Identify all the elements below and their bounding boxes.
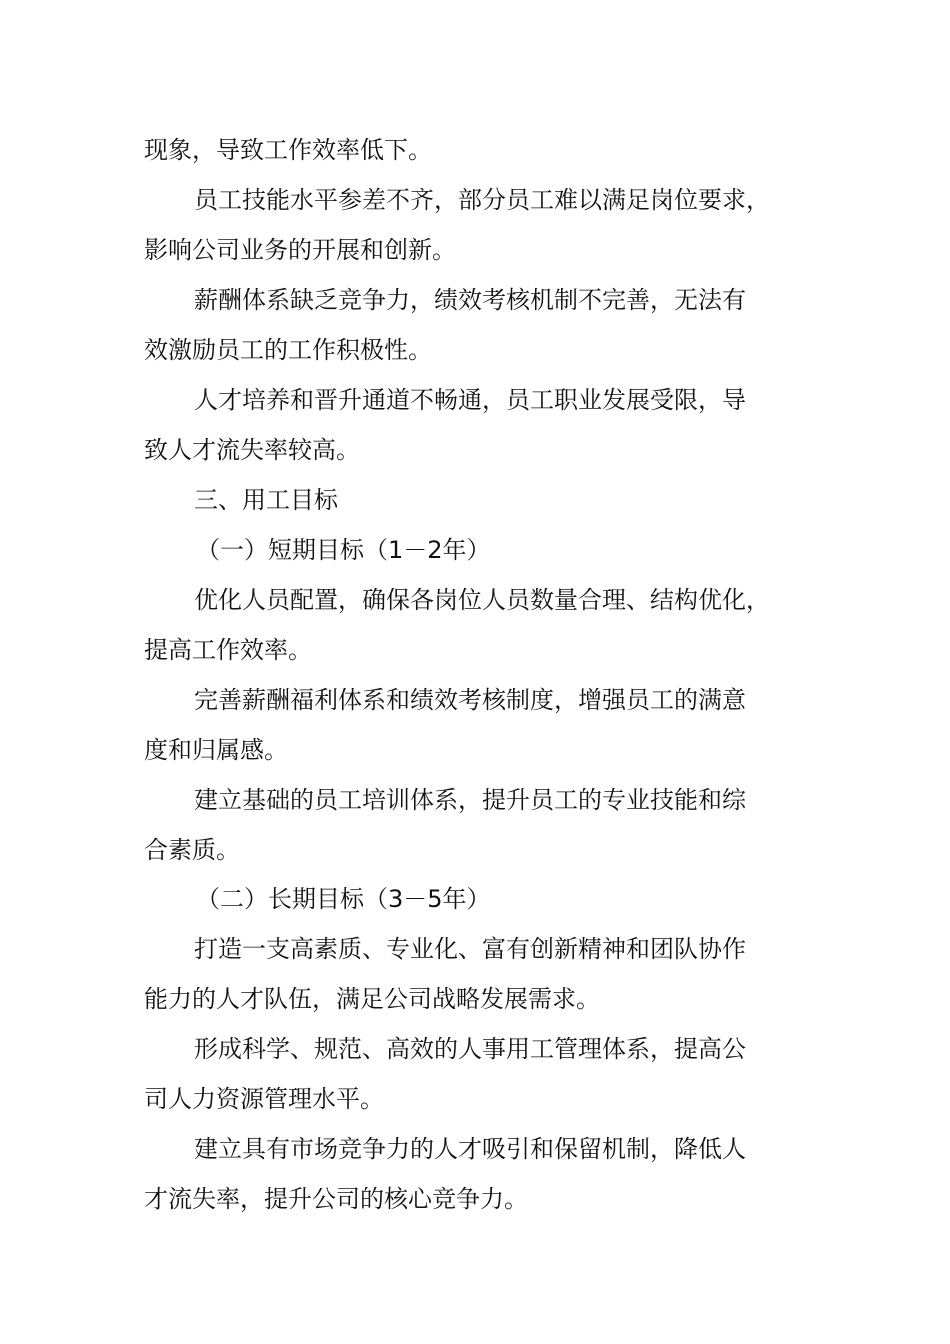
subsection-heading: （二）长期目标（3－5年） [196, 885, 491, 913]
text-line: 建立具有市场竞争力的人才吸引和保留机制，降低人 [194, 1135, 746, 1163]
text-line: 度和归属感。 [144, 736, 288, 764]
text-line: 人才培养和晋升通道不畅通，员工职业发展受限，导 [194, 386, 746, 414]
text-line: 打造一支高素质、专业化、富有创新精神和团队协作 [194, 935, 746, 963]
subsection-heading: （一）短期目标（1－2年） [196, 536, 491, 564]
section-heading: 三、用工目标 [194, 486, 338, 514]
text-line: 现象，导致工作效率低下。 [144, 136, 432, 164]
text-line: 效激励员工的工作积极性。 [144, 336, 432, 364]
text-line: 才流失率，提升公司的核心竞争力。 [144, 1185, 528, 1213]
text-line: 能力的人才队伍，满足公司战略发展需求。 [144, 985, 600, 1013]
text-line: 影响公司业务的开展和创新。 [144, 236, 456, 264]
text-line: 合素质。 [144, 836, 240, 864]
text-line: 员工技能水平参差不齐，部分员工难以满足岗位要求， [194, 186, 770, 214]
text-line: 形成科学、规范、高效的人事用工管理体系，提高公 [194, 1035, 746, 1063]
text-line: 提高工作效率。 [144, 636, 312, 664]
text-line: 完善薪酬福利体系和绩效考核制度，增强员工的满意 [194, 686, 746, 714]
text-line: 优化人员配置，确保各岗位人员数量合理、结构优化， [194, 586, 770, 614]
text-line: 建立基础的员工培训体系，提升员工的专业技能和综 [194, 786, 746, 814]
text-line: 薪酬体系缺乏竞争力，绩效考核机制不完善，无法有 [194, 286, 746, 314]
text-line: 致人才流失率较高。 [144, 436, 360, 464]
text-line: 司人力资源管理水平。 [144, 1085, 384, 1113]
